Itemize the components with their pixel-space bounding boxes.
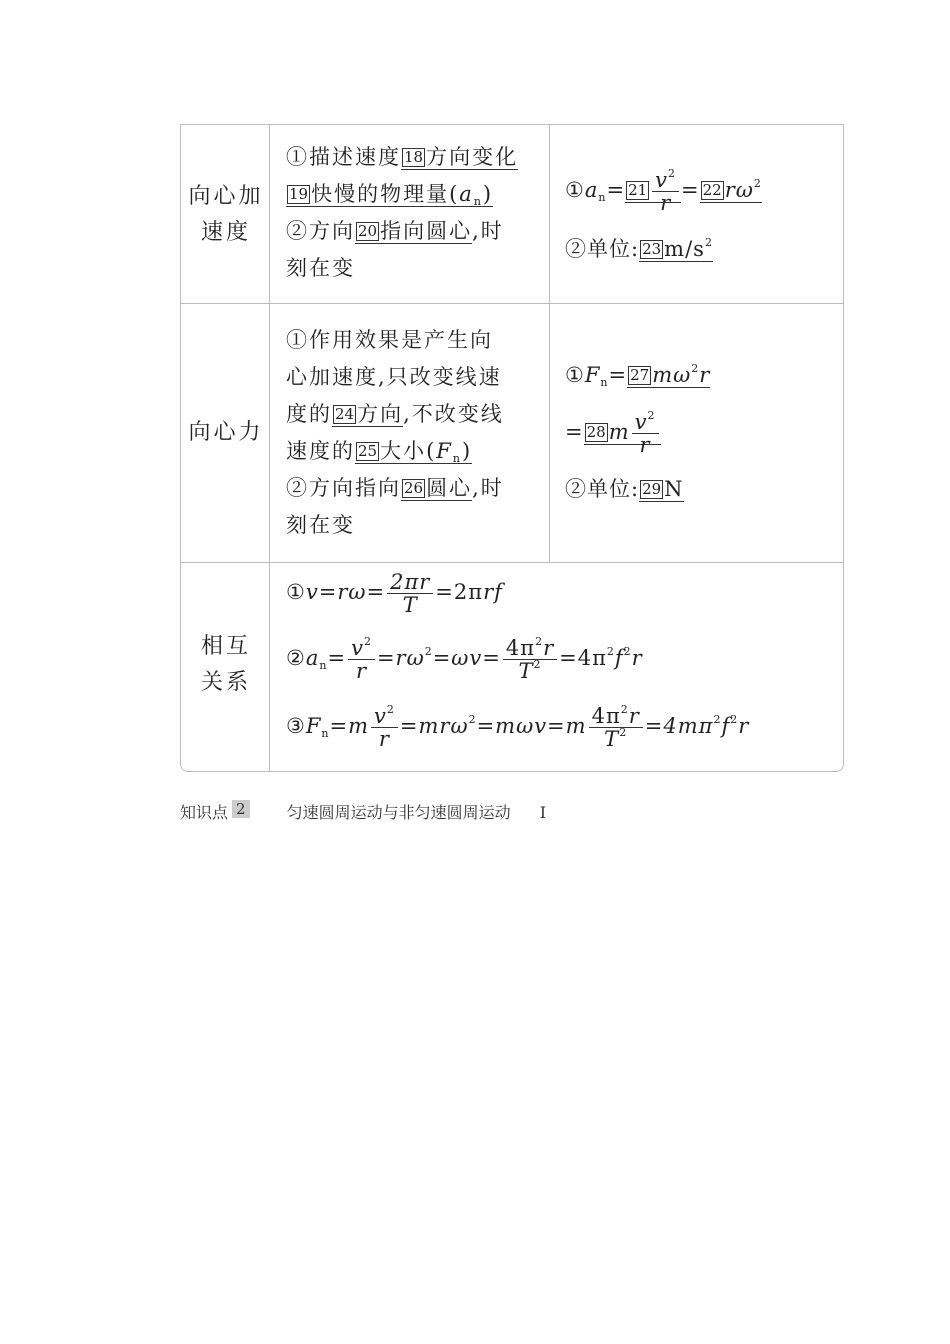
- text: 速度的: [286, 439, 355, 463]
- blank-number: 25: [358, 442, 378, 460]
- blank-29: [639, 477, 683, 502]
- fraction: [348, 637, 375, 682]
- sup: 2: [424, 645, 433, 658]
- blank-number: 23: [642, 240, 662, 258]
- text: ①: [286, 580, 306, 604]
- num: 2πr: [387, 571, 433, 594]
- sub: n: [598, 191, 607, 204]
- row1-def-line3: [286, 213, 546, 250]
- blank-number: 24: [335, 405, 355, 423]
- text: =4π: [559, 646, 607, 670]
- fraction: [387, 571, 433, 616]
- row2-formula-3: [565, 473, 684, 503]
- text: =2π: [435, 580, 484, 604]
- num: 4π: [505, 636, 536, 660]
- text: =: [327, 646, 347, 670]
- den: r: [639, 433, 651, 457]
- row3-label-line1: 相互: [200, 634, 251, 659]
- section-title: 匀速圆周运动与非匀速圆周运动: [286, 803, 511, 822]
- num: r: [543, 636, 555, 660]
- row2-formula-1: [565, 363, 710, 387]
- answer: rω: [724, 178, 754, 202]
- blank-number: 26: [404, 479, 424, 497]
- text: =: [681, 178, 700, 202]
- var: v: [305, 580, 319, 604]
- answer: 圆心: [426, 476, 473, 500]
- sub: n: [321, 727, 330, 740]
- sup: 2: [468, 713, 477, 726]
- row3-label-line2: 关系: [200, 670, 251, 695]
- text: 度的: [286, 402, 332, 426]
- blank-19: [286, 182, 493, 207]
- text: ②方向: [286, 219, 355, 243]
- fraction: [371, 705, 398, 750]
- text: ①描述速度: [286, 145, 401, 169]
- text: =: [318, 580, 338, 604]
- text: ,时: [472, 219, 504, 243]
- blank-24: [332, 402, 403, 427]
- answer: r: [699, 363, 711, 387]
- relation-formula-3: [286, 705, 749, 750]
- var: r: [631, 646, 643, 670]
- row2-label: 向心力: [188, 420, 264, 445]
- sup: 2: [620, 703, 629, 716]
- blank-23: [639, 237, 713, 262]
- num: v: [634, 410, 648, 434]
- num: v: [374, 704, 387, 728]
- var: F: [305, 714, 322, 738]
- den: r: [355, 659, 368, 683]
- text: ②方向指向: [286, 476, 401, 500]
- var: f: [721, 714, 731, 738]
- answer: 大小(: [380, 439, 437, 463]
- text: =m: [329, 714, 370, 738]
- sub: n: [473, 195, 483, 208]
- sup: 2: [386, 703, 395, 716]
- text: =: [606, 178, 626, 202]
- section-heading: [180, 800, 546, 823]
- sup: 2: [623, 645, 632, 658]
- sup: 2: [668, 167, 677, 180]
- row1-definition: [286, 139, 546, 287]
- row2-def-line1: ①作用效果是产生向: [286, 328, 493, 352]
- sup: 2: [713, 713, 722, 726]
- text: ①: [565, 363, 585, 387]
- row2-def-line4: [286, 433, 546, 470]
- row2-formula-2: [565, 411, 661, 456]
- row2-def-line6: 刻在变: [286, 513, 355, 537]
- blank-number: 18: [404, 148, 424, 166]
- blank-number: 20: [358, 222, 378, 240]
- num: v: [655, 168, 669, 192]
- text: ②: [286, 646, 306, 670]
- text: =mrω: [399, 714, 469, 738]
- num: r: [628, 704, 640, 728]
- section-number-badge: 2: [232, 800, 250, 818]
- var: rf: [483, 580, 503, 604]
- row1-def-line4: 刻在变: [286, 256, 355, 280]
- blank-28: [584, 409, 661, 457]
- sup: 2: [753, 177, 762, 190]
- sup: 2: [363, 635, 372, 648]
- sup: 2: [730, 713, 739, 726]
- answer: 快慢的物理量(: [311, 182, 460, 206]
- var: f: [614, 646, 624, 670]
- physics-table: [180, 124, 844, 772]
- blank-26: [401, 476, 472, 501]
- blank-number: 29: [642, 480, 662, 498]
- var: a: [305, 646, 320, 670]
- den: T: [402, 593, 418, 617]
- text: =mωv=m: [476, 714, 587, 738]
- num: 4π: [591, 704, 621, 728]
- var: rω: [337, 580, 367, 604]
- row1-def-line2: [286, 176, 546, 213]
- row2-def-line5: [286, 470, 546, 507]
- text: ②单位:: [565, 477, 640, 501]
- sup: 2: [606, 645, 615, 658]
- den: T: [604, 727, 620, 751]
- blank-number: 28: [586, 423, 606, 441]
- fraction: [503, 637, 557, 682]
- num: v: [351, 636, 364, 660]
- text: ): [482, 182, 494, 206]
- den: r: [660, 191, 672, 215]
- col-divider-2: [549, 125, 550, 563]
- text: ③: [286, 714, 306, 738]
- text: =: [565, 420, 584, 444]
- blank-18: [401, 145, 518, 170]
- text: ): [461, 439, 473, 463]
- answer: m: [608, 420, 630, 444]
- section-prefix: 知识点: [180, 803, 229, 822]
- row1-label: [181, 179, 271, 251]
- row3-label: [181, 629, 271, 701]
- relation-formula-1: [286, 571, 503, 616]
- row1-def-line1: [286, 139, 546, 176]
- answer: mω: [652, 363, 692, 387]
- sup: 2: [647, 409, 656, 422]
- sub: n: [600, 376, 609, 389]
- fraction: [589, 705, 643, 750]
- blank-number: 27: [630, 366, 650, 384]
- sub: n: [319, 659, 328, 672]
- var: a: [459, 182, 474, 206]
- row1-label-line2: 速度: [200, 220, 251, 245]
- den: r: [378, 727, 390, 751]
- blank-20: [355, 219, 472, 244]
- text: =rω: [376, 646, 425, 670]
- var: F: [436, 439, 453, 463]
- sup: 2: [704, 236, 713, 249]
- row-divider-2: [181, 562, 843, 563]
- blank-27: [627, 363, 710, 388]
- answer: m/s: [664, 237, 705, 261]
- sup: 2: [691, 362, 700, 375]
- text: =ωv=: [432, 646, 501, 670]
- text: ,时: [472, 476, 504, 500]
- var: F: [584, 363, 601, 387]
- sub: n: [452, 452, 462, 465]
- sup: 2: [533, 658, 542, 671]
- section-level: Ⅰ: [539, 803, 547, 822]
- row1-formula-2: [565, 233, 713, 263]
- blank-25: [355, 439, 472, 464]
- answer: N: [664, 477, 684, 501]
- text: =4mπ: [644, 714, 714, 738]
- blank-21: [625, 167, 681, 215]
- answer: 方向: [357, 402, 404, 426]
- var: a: [584, 178, 599, 202]
- fraction: [632, 411, 659, 456]
- row1-formula-1: [565, 169, 762, 214]
- blank-number: 21: [628, 181, 648, 199]
- text: =: [608, 363, 628, 387]
- text: ,不改变线: [403, 402, 504, 426]
- row-divider-1: [181, 303, 843, 304]
- row2-def-line3: [286, 396, 546, 433]
- text: =: [366, 580, 386, 604]
- den: T: [518, 659, 534, 683]
- sup: 2: [535, 635, 544, 648]
- text: ①: [565, 178, 585, 202]
- relation-formula-2: [286, 637, 643, 682]
- var: r: [738, 714, 750, 738]
- fraction: [652, 169, 679, 214]
- row2-definition: [286, 322, 546, 544]
- blank-number: 19: [289, 185, 309, 203]
- row1-label-line1: 向心加: [188, 184, 264, 209]
- text: ②单位:: [565, 237, 640, 261]
- blank-number: 22: [702, 181, 722, 199]
- answer: 指向圆心: [380, 219, 473, 243]
- row2-def-line2: 心加速度,只改变线速: [286, 365, 502, 389]
- sup: 2: [619, 726, 628, 739]
- blank-22: [700, 178, 762, 203]
- answer: 方向变化: [426, 145, 519, 169]
